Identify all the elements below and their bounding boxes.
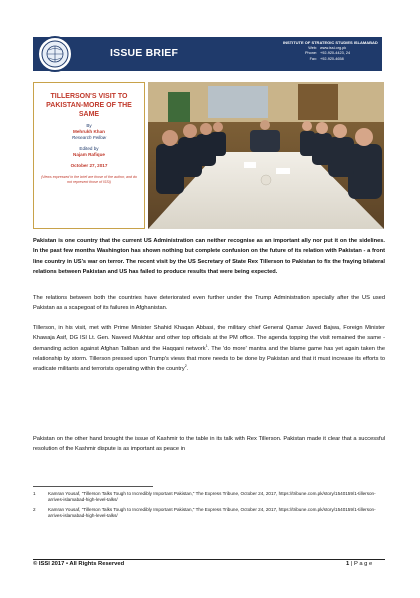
footnote-1: 1 Kamran Yousaf, "Tillerson Talks Tough to Incredibly Important Pakistan," The Express Tribune, October 24, 2017, https://tribune.com.pk/story/1540159/1-tillerson-arrives-islamabad-high-level-talks/: [33, 491, 376, 502]
footer-divider: [33, 559, 385, 560]
brief-title: TILLERSON'S VISIT TO PAKISTAN-MORE OF THE SAME: [46, 93, 132, 118]
footnote-ref-2: 2: [184, 364, 187, 369]
paragraph-1: Pakistan is one country that the current US Administration can neither recognise as an important ally nor put it on the sidelines. In the past few months Washington has shown nothing but complete confusion on the future of its relation with Pakistan - a front line country in US's war on terror. The recent visit by the US Secretary of State Rex Tillerson to Pakistan to fix the fraying bilateral relations between Pakistan and US has failed to produce results that were being expected.: [33, 238, 385, 275]
contact-fax: Fax: +92-920-4658: [309, 56, 344, 61]
editor-name: Najam Rafique: [73, 152, 105, 157]
institute-contact-block: [283, 40, 379, 62]
paragraph-4: Pakistan on the other hand brought the issue of Kashmir to the table in its talk with Rex Tillerson. Pakistan made it clear that a successful resolution of the Kashmir dispute is as important as peace in: [33, 436, 385, 453]
copyright-notice: © ISSI 2017 • All Rights Reserved: [33, 561, 125, 567]
author-name: Mehrukh Khan: [73, 129, 105, 134]
footnote-divider: [33, 486, 153, 487]
paragraph-2: The relations between both the countries have deteriorated even further under the Trump Administration specially after the US used Pakistan as a scapegoat of its failures in Afghanistan.: [33, 295, 385, 312]
brief-title-box: [33, 82, 145, 229]
meeting-photo: [148, 82, 384, 229]
contact-web: Web: www.issi.org.pk: [308, 46, 347, 51]
issi-logo: [37, 36, 73, 72]
by-label: By: [86, 123, 92, 128]
paragraph-3: Tillerson, in his visit, met with Prime Minister Shahid Khaqan Abbasi, the military chief General Qamar Javed Bajwa, Foreign Minister Khawaja Asif, DG ISI Lt. Gen. Naveed Mukhtar and other top officials at the PM office. The agenda topping the visit remained the same - demanding action against Afghan Taliban and the Haqqani network$^1$. The 'do more' mantra and the blame game has yet again taken the relationship by storm. Tillerson pressed upon Trump's views that more needs to be done by Pakistan and that it must increase its efforts to eradicate militants and terrorists operating within the country$^2$.: [33, 325, 385, 373]
footnote-ref-1: 1: [205, 343, 208, 348]
disclaimer: (Views expressed in the brief are those of the author, and do not represent those of ISSI): [40, 175, 138, 184]
author-role: Research Fellow: [71, 135, 107, 140]
brief-date: October 27, 2017: [70, 163, 108, 168]
page-number: 1 | P a g e: [346, 561, 373, 567]
institute-name: INSTITUTE OF STRATEGIC STUDIES ISLAMABAD: [283, 40, 378, 45]
brief-type-title: ISSUE BRIEF: [110, 47, 179, 59]
contact-phone: Phone: +92-920-4423, 24: [304, 51, 351, 56]
footnote-2: 2 Kamran Yousaf, "Tillerson Talks Tough to Incredibly Important Pakistan," The Express Tribune, October 24, 2017, https://tribune.com.pk/story/1540159/1-tillerson-arrives-islamabad-high-level-talks/: [33, 507, 376, 518]
edited-by-label: Edited by: [79, 146, 99, 151]
